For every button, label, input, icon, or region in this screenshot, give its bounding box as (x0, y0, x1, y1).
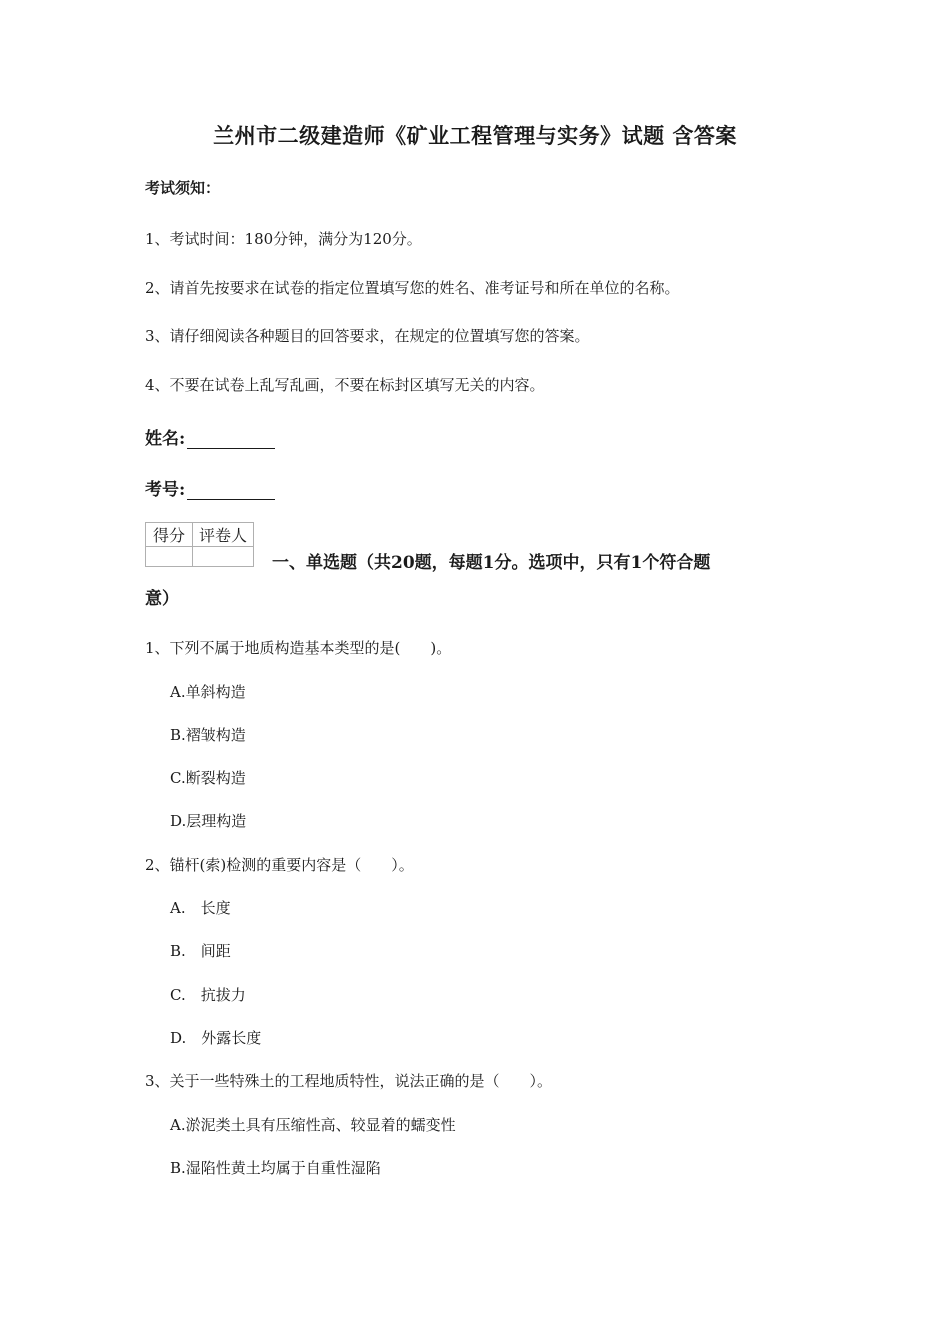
score-header: 得分 (146, 523, 193, 547)
question-option: B.褶皱构造 (170, 726, 246, 744)
name-label: 姓名: (145, 429, 186, 449)
question-stem: 1、下列不属于地质构造基本类型的是( )。 (145, 639, 452, 657)
score-table (145, 522, 254, 567)
notice-item: 3、请仔细阅读各种题目的回答要求，在规定的位置填写您的答案。 (145, 327, 590, 345)
exam-id-label: 考号: (145, 480, 186, 500)
score-cell (146, 547, 193, 567)
document-title: 兰州市二级建造师《矿业工程管理与实务》试题 含答案 (213, 123, 737, 148)
name-blank-line[interactable] (187, 430, 275, 449)
question-option: A.淤泥类土具有压缩性高、较显着的蠕变性 (170, 1116, 456, 1134)
notice-item: 1、考试时间：180分钟，满分为120分。 (145, 230, 422, 248)
question-option: B.湿陷性黄土均属于自重性湿陷 (170, 1159, 381, 1177)
notice-heading: 考试须知： (145, 179, 221, 197)
notice-item: 2、请首先按要求在试卷的指定位置填写您的姓名、准考证号和所在单位的名称。 (145, 279, 680, 297)
name-field (145, 424, 275, 449)
exam-id-blank-line[interactable] (187, 481, 275, 500)
exam-id-field (145, 475, 275, 500)
question-option: A.单斜构造 (170, 683, 246, 701)
notice-item: 4、不要在试卷上乱写乱画，不要在标封区填写无关的内容。 (145, 376, 545, 394)
grader-cell (193, 547, 254, 567)
section-heading-continued: 意） (145, 589, 179, 609)
question-option: C.断裂构造 (170, 769, 246, 787)
question-option: A. 长度 (170, 899, 231, 917)
question-stem: 3、关于一些特殊土的工程地质特性，说法正确的是（ ）。 (145, 1072, 553, 1090)
question-stem: 2、锚杆(索)检测的重要内容是（ ）。 (145, 856, 414, 874)
question-option: D. 外露长度 (170, 1029, 262, 1047)
section-heading: 一、单选题（共20题，每题1分。选项中，只有1个符合题 (272, 553, 711, 573)
question-option: B. 间距 (170, 942, 231, 960)
question-option: C. 抗拔力 (170, 986, 246, 1004)
question-option: D.层理构造 (170, 812, 247, 830)
grader-header: 评卷人 (193, 523, 254, 547)
